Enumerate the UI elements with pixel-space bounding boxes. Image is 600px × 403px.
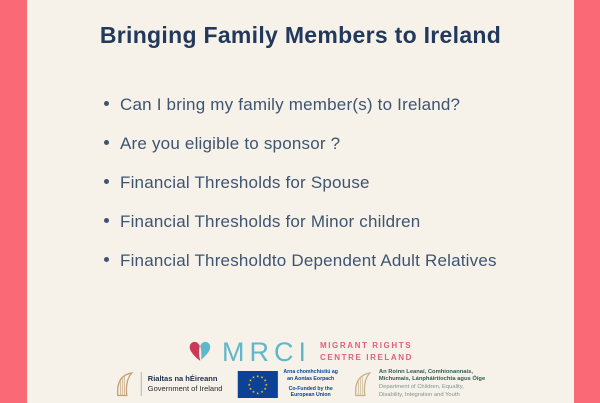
- bullet-dot-icon: [104, 218, 109, 223]
- bullet-dot-icon: [104, 140, 109, 145]
- list-item: [104, 174, 497, 191]
- department-text: [379, 369, 485, 399]
- eu-irish-line1: Arna chomhchistiú ag: [283, 369, 338, 375]
- svg-text:★: ★: [260, 389, 264, 394]
- eu-cofunded-text: [283, 369, 337, 399]
- svg-text:★: ★: [247, 382, 251, 387]
- svg-text:★: ★: [251, 389, 255, 394]
- right-border-bar: [574, 0, 600, 403]
- bullet-dot-icon: [104, 179, 109, 184]
- list-item-label: Financial Thresholds for Minor children: [120, 212, 421, 231]
- dept-irish-line1: An Roinn Leanaí, Comhionannais,: [378, 368, 473, 375]
- topic-list: [104, 96, 497, 291]
- svg-text:★: ★: [248, 378, 252, 382]
- mrci-wordmark: [320, 340, 413, 363]
- svg-text:★: ★: [255, 390, 260, 395]
- list-item-label: Financial Thresholdto Dependent Adult Relatives: [120, 251, 497, 270]
- harp-icon: [115, 371, 135, 398]
- dept-english-line1: Department of Children, Equality,: [378, 384, 464, 390]
- svg-text:★: ★: [263, 386, 267, 391]
- mrci-wordmark-line1: MIGRANT RIGHTS: [319, 341, 413, 351]
- mrci-acronym: MRCI: [221, 336, 311, 367]
- dept-irish-line2: Míchumais, Lánpháirtíochta agus Óige: [378, 376, 486, 383]
- page-title: Bringing Family Members to Ireland: [99, 22, 502, 48]
- eu-english-line2: European Union: [290, 392, 331, 399]
- list-item: [104, 96, 497, 113]
- mrci-logo: [187, 336, 413, 368]
- eu-irish-line2: an Aontas Eorpach: [287, 375, 335, 382]
- svg-text:★: ★: [260, 374, 264, 379]
- svg-text:★: ★: [264, 382, 268, 387]
- list-item: [104, 252, 497, 269]
- harp-icon: [353, 371, 373, 398]
- bullet-dot-icon: [104, 101, 109, 106]
- bullet-dot-icon: [104, 257, 109, 262]
- divider: [141, 372, 142, 396]
- eu-cofunded-logo: [237, 369, 337, 399]
- eu-flag-icon: [237, 371, 277, 398]
- list-item-label: Are you eligible to sponsor ?: [120, 134, 341, 153]
- list-item: [104, 135, 497, 152]
- eu-english-line1: Co-Funded by the: [288, 385, 333, 392]
- mrci-wordmark-line2: CENTRE IRELAND: [319, 353, 414, 362]
- svg-text:★: ★: [251, 374, 255, 379]
- list-item: [104, 213, 497, 230]
- dept-english-line2: Disability, Integration and Youth: [378, 391, 460, 398]
- list-item-label: Can I bring my family member(s) to Ireland?: [120, 95, 461, 114]
- government-of-ireland-logo: [115, 371, 223, 398]
- left-border-bar: [0, 0, 27, 403]
- government-of-ireland-text: [148, 374, 223, 394]
- footer-logo-strip: [115, 367, 485, 401]
- svg-text:★: ★: [248, 386, 252, 391]
- gov-irish-name: Rialtas na hÉireann: [147, 373, 218, 383]
- svg-text:★: ★: [255, 373, 260, 378]
- svg-text:★: ★: [263, 378, 267, 382]
- gov-english-name: Government of Ireland: [147, 384, 223, 393]
- mrci-heart-icon: [187, 340, 213, 364]
- list-item-label: Financial Thresholds for Spouse: [120, 173, 370, 192]
- department-of-children-logo: [353, 369, 485, 399]
